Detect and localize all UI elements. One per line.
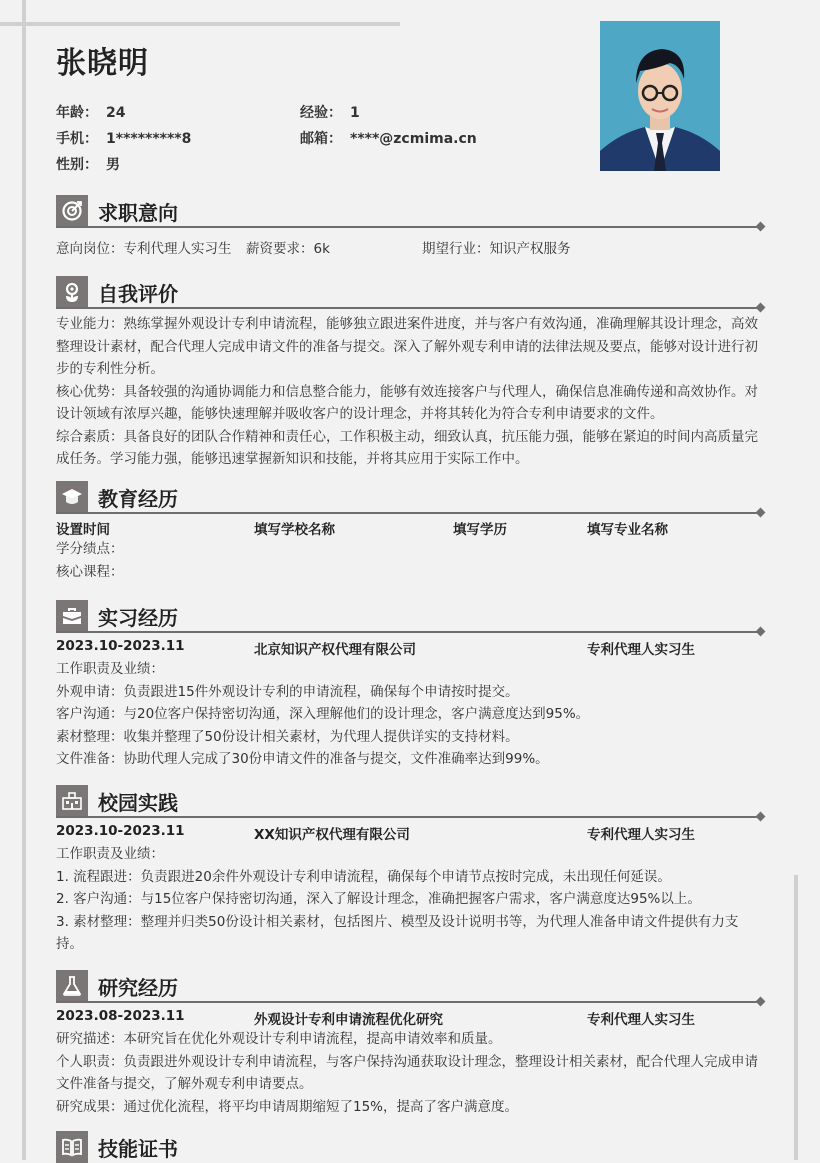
internship-line: 客户沟通：与20位客户保持密切沟通，深入理解他们的设计理念，客户满意度达到95%。 — [56, 706, 590, 722]
internship-date: 2023.10-2023.11 — [56, 638, 185, 654]
experience-value: 1 — [350, 105, 360, 121]
section-title: 教育经历 — [98, 487, 178, 511]
diamond-marker — [756, 997, 766, 1007]
phone-value: 1*********8 — [106, 131, 192, 147]
graduation-cap-icon — [56, 481, 88, 513]
internship-line: 工作职责及业绩： — [56, 661, 164, 677]
age-field — [56, 102, 125, 122]
intent-industry: 期望行业：知识产权服务 — [422, 241, 571, 257]
diamond-marker — [756, 303, 766, 313]
phone-field — [56, 128, 191, 148]
section-title: 研究经历 — [98, 976, 178, 1000]
section-rule — [56, 631, 760, 633]
campus-line: 工作职责及业绩： — [56, 846, 164, 862]
section-rule — [56, 816, 760, 818]
flask-icon — [56, 970, 88, 1002]
age-value: 24 — [106, 105, 126, 121]
flower-icon — [56, 276, 88, 308]
section-title: 技能证书 — [98, 1137, 178, 1161]
section-campus-practice — [56, 785, 764, 956]
intent-row — [56, 235, 764, 257]
section-title: 自我评价 — [98, 282, 178, 306]
education-courses: 核心课程： — [56, 563, 124, 580]
internship-row — [56, 636, 764, 658]
gender-label: 性别： — [56, 157, 98, 173]
campus-company: XX知识产权代理有限公司 — [254, 827, 410, 843]
campus-line: 1. 流程跟进：负责跟进20余件外观设计专利申请流程，确保每个申请节点按时完成，未出现任何延误。 — [56, 868, 671, 885]
section-education — [56, 481, 764, 583]
research-project: 外观设计专利申请流程优化研究 — [254, 1012, 443, 1028]
section-rule — [56, 226, 760, 228]
campus-date: 2023.10-2023.11 — [56, 823, 185, 839]
section-header — [56, 970, 764, 1002]
experience-label: 经验： — [300, 105, 342, 121]
section-rule — [56, 512, 760, 514]
diamond-marker — [756, 812, 766, 822]
diamond-marker — [756, 222, 766, 232]
campus-line: 2. 客户沟通：与15位客户保持密切沟通，深入了解设计理念，准确把握客户需求，客户满意度达95%以上。 — [56, 891, 701, 907]
research-date: 2023.08-2023.11 — [56, 1008, 185, 1024]
self-eval-body — [56, 313, 764, 471]
campus-line: 3. 素材整理：整理并归类50份设计相关素材，包括图片、模型及设计说明书等，为代理人准备申请文件提供有力支持。 — [56, 913, 739, 952]
decorative-vertical-line — [22, 0, 26, 1160]
education-major: 填写专业名称 — [587, 522, 668, 538]
section-title: 求职意向 — [98, 201, 178, 225]
education-gpa: 学分绩点： — [56, 541, 124, 557]
section-rule — [56, 1001, 760, 1003]
email-field — [300, 128, 477, 148]
email-value: ****@zcmima.cn — [350, 131, 477, 147]
section-rule — [56, 307, 760, 309]
research-line: 研究成果：通过优化流程，将平均申请周期缩短了15%，提高了客户满意度。 — [56, 1098, 519, 1115]
book-icon — [56, 1131, 88, 1163]
research-line: 研究描述：本研究旨在优化外观设计专利申请流程，提高申请效率和质量。 — [56, 1031, 502, 1047]
self-eval-strengths: 核心优势：具备较强的沟通协调能力和信息整合能力，能够有效连接客户与代理人，确保信息准确传递和高效协作。对设计领域有浓厚兴趣，能够快速理解并吸收客户的设计理念，并将其转化为符合专利申请要求的文件。 — [56, 383, 758, 422]
internship-company: 北京知识产权代理有限公司 — [254, 642, 416, 658]
research-role: 专利代理人实习生 — [587, 1012, 695, 1028]
research-line: 个人职责：负责跟进外观设计专利申请流程，与客户保持沟通获取设计理念，整理设计相关素材，配合代理人完成申请文件准备与提交，了解外观专利申请要点。 — [56, 1053, 758, 1092]
section-skills — [56, 1131, 764, 1163]
profile-photo — [600, 21, 720, 171]
section-title: 实习经历 — [98, 606, 178, 630]
section-internship — [56, 600, 764, 771]
building-icon — [56, 785, 88, 817]
section-title: 校园实践 — [98, 791, 178, 815]
decorative-horizontal-line — [0, 22, 400, 26]
education-degree: 填写学历 — [453, 522, 507, 538]
campus-row — [56, 821, 764, 843]
section-header — [56, 276, 764, 308]
diamond-marker — [756, 627, 766, 637]
decorative-right-bar — [794, 875, 798, 1160]
internship-line: 文件准备：协助代理人完成了30份申请文件的准备与提交，文件准确率达到99%。 — [56, 751, 549, 767]
gender-field — [56, 154, 120, 174]
section-header — [56, 600, 764, 632]
intent-salary: 薪资要求：6k — [246, 241, 330, 257]
internship-line: 素材整理：收集并整理了50份设计相关素材，为代理人提供详实的支持材料。 — [56, 728, 519, 745]
intent-position: 意向岗位：专利代理人实习生 — [56, 241, 232, 257]
email-label: 邮箱： — [300, 131, 342, 147]
section-header — [56, 195, 764, 227]
phone-label: 手机： — [56, 131, 98, 147]
age-label: 年龄： — [56, 105, 98, 121]
candidate-name: 张晓明 — [56, 46, 149, 81]
education-row — [56, 516, 764, 538]
research-row — [56, 1006, 764, 1028]
internship-role: 专利代理人实习生 — [587, 642, 695, 658]
section-header — [56, 1131, 764, 1163]
campus-role: 专利代理人实习生 — [587, 827, 695, 843]
education-school: 填写学校名称 — [254, 522, 335, 538]
briefcase-icon — [56, 600, 88, 632]
internship-line: 外观申请：负责跟进15件外观设计专利的申请流程，确保每个申请按时提交。 — [56, 683, 519, 700]
self-eval-professional: 专业能力：熟练掌握外观设计专利申请流程，能够独立跟进案件进度，并与客户有效沟通，准确理解其设计理念，高效整理设计素材，配合代理人完成申请文件的准备与提交。深入了解外观专利申请的法律法规及要点，能够对设计进行初步的专利性分析。 — [56, 316, 758, 377]
section-header — [56, 481, 764, 513]
self-eval-qualities: 综合素质：具备良好的团队合作精神和责任心，工作积极主动，细致认真，抗压能力强，能够在紧迫的时间内高质量完成任务。学习能力强，能够迅速掌握新知识和技能，并将其应用于实际工作中。 — [56, 428, 758, 467]
section-job-intent — [56, 195, 764, 257]
target-icon — [56, 195, 88, 227]
section-header — [56, 785, 764, 817]
education-time: 设置时间 — [56, 522, 110, 538]
experience-field — [300, 102, 360, 122]
gender-value: 男 — [106, 157, 120, 173]
section-self-evaluation — [56, 276, 764, 471]
section-research — [56, 970, 764, 1118]
